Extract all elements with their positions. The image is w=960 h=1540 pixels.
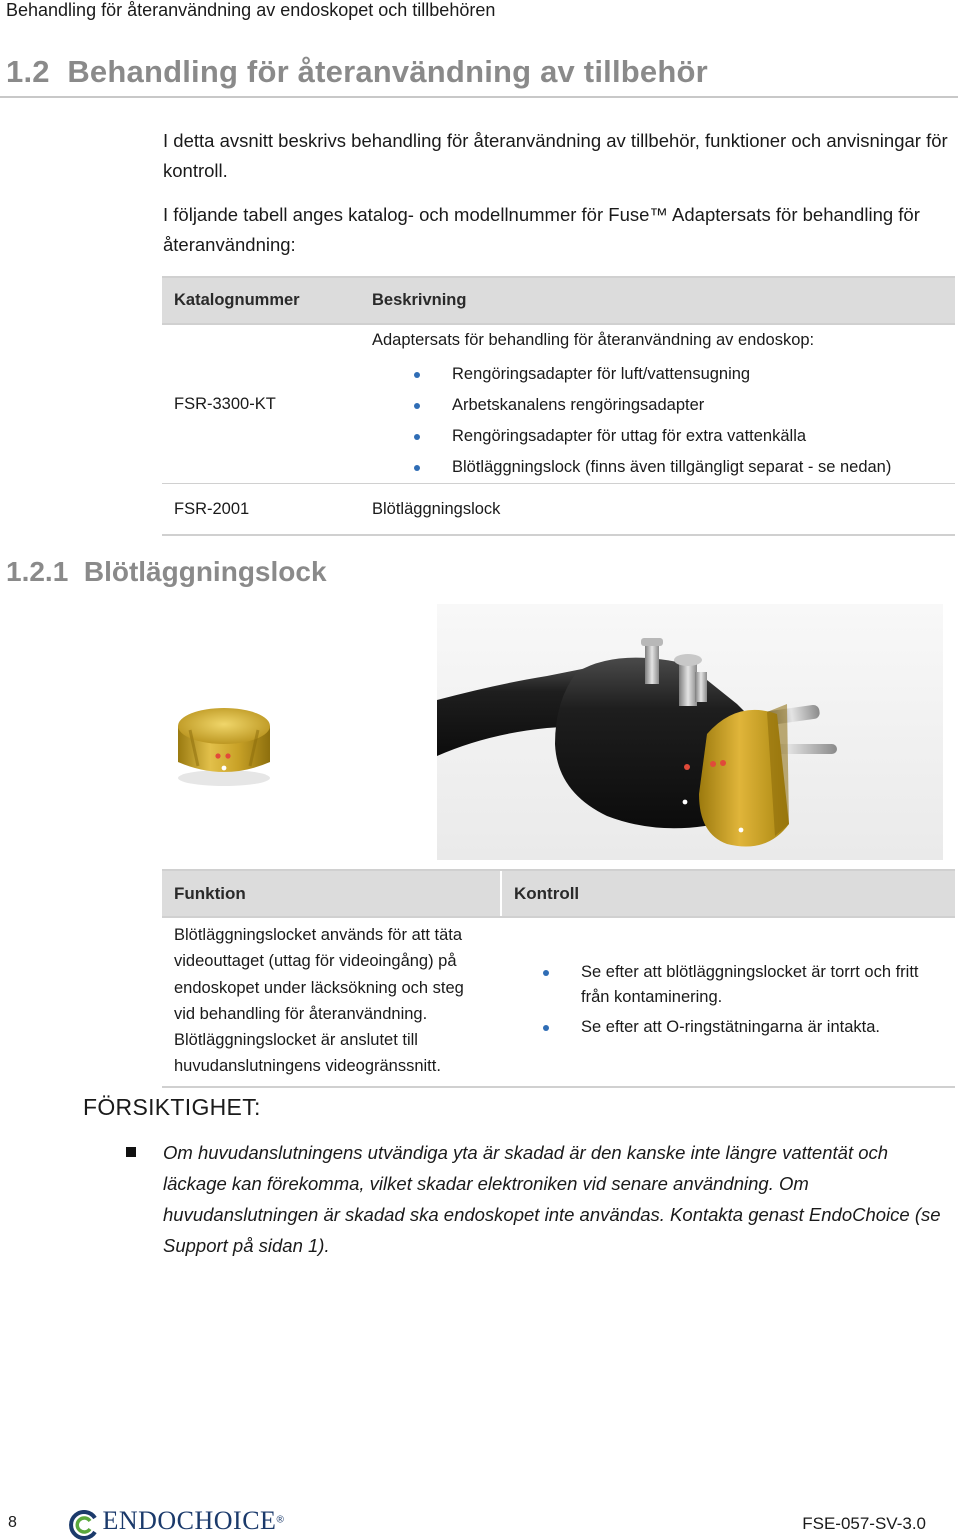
table-row — [162, 917, 955, 1087]
table-row — [162, 324, 955, 484]
kontroll-list — [501, 960, 943, 1040]
list-item: Rengöringsadapter för luft/vattensugning — [372, 359, 943, 390]
function-table-header — [162, 870, 955, 917]
header-katalognummer: Katalognummer — [162, 277, 360, 324]
description-cell — [360, 324, 955, 484]
header-beskrivning: Beskrivning — [360, 277, 955, 324]
catalog-number: FSR-2001 — [174, 499, 250, 518]
caution-label: FÖRSIKTIGHET: — [83, 1094, 261, 1120]
caution-text: Om huvudanslutningens utvändiga yta är skadad är den kanske inte längre vattentät och läckage kan förekomma, vilket skadar elektroniken vid senare användning. Om huvudanslutningen är skadad ska endoskopet inte användas. Kontakta genast EndoChoice (se Support på sidan 1). — [163, 1142, 941, 1256]
funktion-cell — [162, 917, 501, 1087]
connector-photo — [437, 604, 943, 860]
kontroll-cell — [501, 917, 955, 1087]
list-item: Se efter att O-ringstätningarna är intakta. — [501, 1015, 943, 1040]
list-item: Rengöringsadapter för uttag för extra vattenkälla — [372, 421, 943, 452]
adapter-list — [372, 359, 943, 483]
function-table — [162, 869, 955, 1088]
list-item: Blötläggningslock (finns även tillgängligt separat - se nedan) — [372, 452, 943, 483]
square-bullet-icon — [126, 1147, 136, 1157]
description-cell: Blötläggningslock — [372, 499, 501, 518]
page-number: 8 — [8, 1514, 17, 1531]
logo-text: ENDOCHOICE — [102, 1506, 277, 1535]
description-lead: Adaptersats för behandling för återanvändning av endoskop: — [372, 331, 815, 349]
document-code: FSE-057-SV-3.0 — [802, 1514, 926, 1533]
section-number: 1.2 — [6, 54, 50, 89]
running-header: Behandling för återanvändning av endoskopet och tillbehören — [6, 0, 496, 20]
logo-trademark: ® — [276, 1514, 284, 1526]
soaking-cap-photo — [168, 690, 280, 790]
list-item: Se efter att blötläggningslocket är torrt och fritt från kontaminering. — [501, 960, 943, 1010]
intro-paragraph: I detta avsnitt beskrivs behandling för återanvändning av tillbehör, funktioner och anvisningar för kontroll. — [163, 130, 948, 181]
table-intro-paragraph: I följande tabell anges katalog- och modellnummer för Fuse™ Adaptersats för behandling för återanvändning: — [163, 204, 920, 255]
endochoice-logo — [68, 1506, 284, 1540]
catalog-number: FSR-3300-KT — [162, 324, 360, 484]
list-item: Arbetskanalens rengöringsadapter — [372, 390, 943, 421]
subsection-title — [6, 556, 327, 588]
header-kontroll: Kontroll — [501, 870, 955, 917]
subsection-number: 1.2.1 — [6, 556, 69, 587]
funktion-text-2: Blötläggningslocket är anslutet till huvudanslutningens videogränssnitt. — [174, 1031, 441, 1076]
logo-mark-icon — [68, 1510, 98, 1540]
title-rule — [0, 96, 958, 98]
subsection-title-text: Blötläggningslock — [83, 556, 327, 587]
catalog-table — [162, 276, 955, 536]
header-funktion: Funktion — [162, 870, 501, 917]
section-title-text: Behandling för återanvändning av tillbehör — [67, 54, 708, 89]
section-title — [6, 54, 708, 90]
funktion-text-1: Blötläggningslocket används för att täta videouttaget (uttag för videoingång) på endoskopet under läcksökning och steg vid behandling för återanvändning. — [174, 926, 464, 1023]
catalog-table-header — [162, 277, 955, 324]
table-row — [162, 484, 955, 536]
